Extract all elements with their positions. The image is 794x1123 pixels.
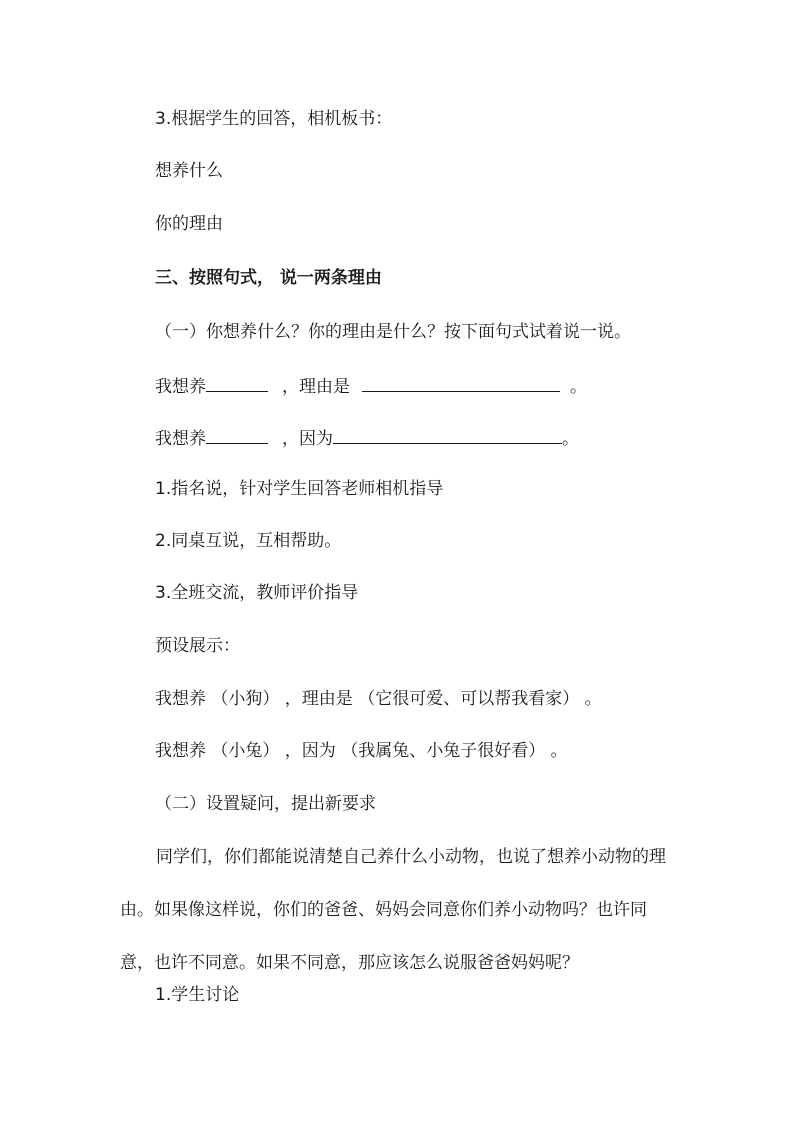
- step-1-named: 1.指名说，针对学生回答老师相机指导: [155, 479, 444, 499]
- pattern-2-blank-reason: [333, 425, 562, 444]
- board-item-what: 想养什么: [155, 161, 223, 181]
- pattern-1-blank-animal: [206, 373, 268, 392]
- sentence-pattern-1: [155, 373, 587, 398]
- pattern-1-end: 。: [570, 377, 587, 397]
- pattern-2-mid: ，因为: [282, 429, 333, 449]
- preset-display-label: 预设展示：: [155, 636, 240, 656]
- step-3-class-exchange: 3.全班交流，教师评价指导: [155, 583, 359, 603]
- sentence-pattern-2: [155, 425, 579, 450]
- pattern-1-start: 我想养: [155, 377, 206, 397]
- step-3-blackboard: 3.根据学生的回答，相机板书：: [155, 109, 393, 129]
- example-sentence-2: 我想养 （小兔） ，因为 （我属兔、小兔子很好看） 。: [155, 741, 568, 761]
- subsection-2-title: （二）设置疑问，提出新要求: [155, 794, 376, 814]
- step-2-pairs: 2.同桌互说，互相帮助。: [155, 531, 342, 551]
- example-sentence-1: 我想养 （小狗） ，理由是 （它很可爱、可以帮我看家） 。: [155, 689, 602, 709]
- pattern-1-mid: ，理由是: [282, 377, 350, 397]
- board-item-reason: 你的理由: [155, 214, 223, 234]
- pattern-2-end: 。: [562, 429, 579, 449]
- section-heading-3: 三、按照句式， 说一两条理由: [155, 268, 382, 288]
- pattern-1-blank-reason: [362, 373, 560, 392]
- discussion-paragraph: 同学们，你们都能说清楚自己养什么小动物，也说了想养小动物的理由。如果像这样说，你们的爸爸、妈妈会同意你们养小动物吗？也许同意，也许不同意。如果不同意，那应该怎么说服爸爸妈妈呢？: [120, 847, 666, 973]
- pattern-2-start: 我想养: [155, 429, 206, 449]
- pattern-2-blank-animal: [206, 425, 268, 444]
- subsection-1-title: （一）你想养什么？你的理由是什么？按下面句式试着说一说。: [155, 322, 631, 342]
- step-1-student-discussion: 1.学生讨论: [155, 985, 240, 1005]
